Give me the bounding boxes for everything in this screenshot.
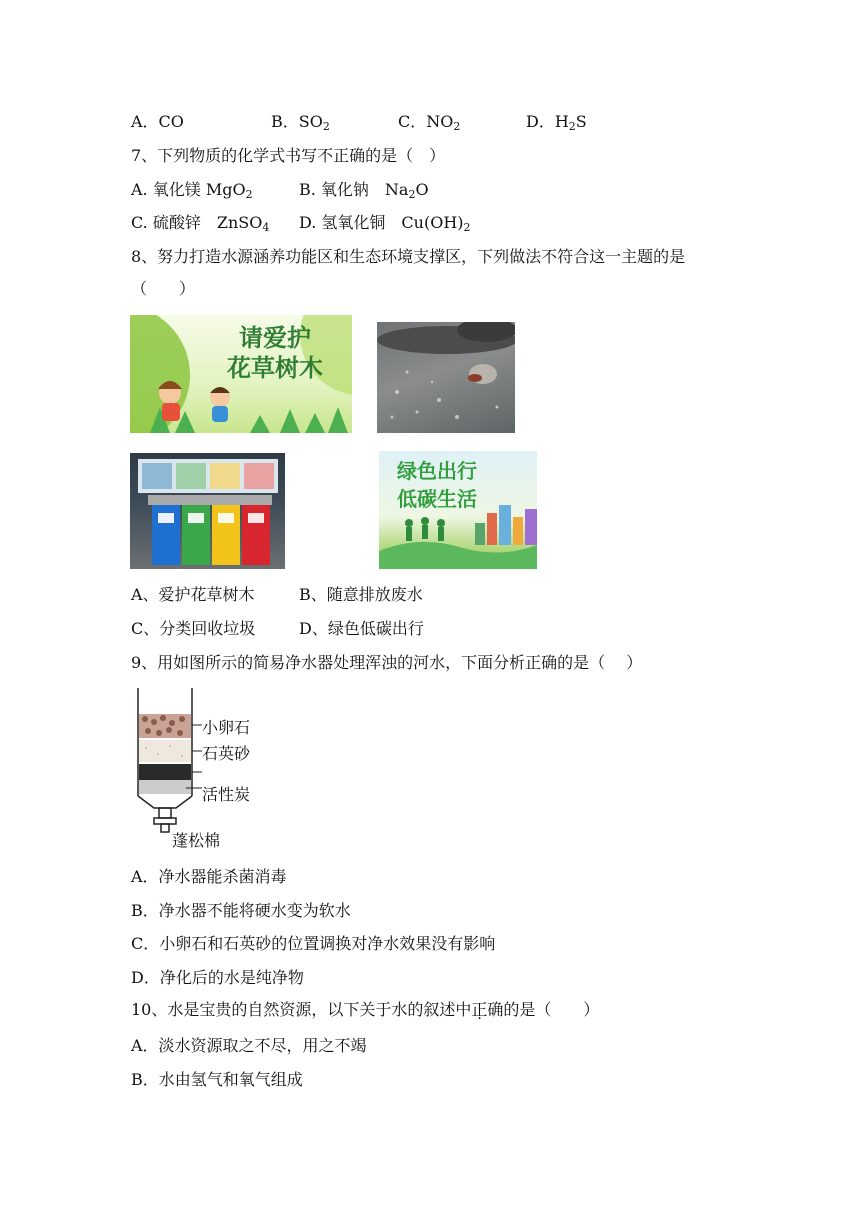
q8-stem-continued: （ ）	[131, 279, 196, 298]
recycling-bins-art	[130, 453, 285, 569]
q9-stem: 9、用如图所示的简易净水器处理浑浊的河水，下面分析正确的是（ ）	[131, 653, 643, 672]
filter-label-carbon: 活性炭	[202, 785, 251, 804]
q10-stem: 10、水是宝贵的自然资源，以下关于水的叙述中正确的是（ ）	[131, 1000, 600, 1019]
q7-stem: 7、下列物质的化学式书写不正确的是（ ）	[131, 146, 446, 165]
q9-option-d: D．净化后的水是纯净物	[131, 968, 304, 987]
q6-options	[131, 111, 587, 133]
q10-option-b: B．水由氢气和氧气组成	[131, 1070, 303, 1089]
filter-label-sand: 石英砂	[202, 744, 251, 763]
q7-option-d: D. 氢氧化铜 $Cu(OH)_2$	[299, 213, 471, 234]
q8-option-d: D、绿色低碳出行	[299, 619, 424, 638]
q8-option-b: B、随意排放废水	[299, 585, 423, 604]
q9-option-c: C．小卵石和石英砂的位置调换对净水效果没有影响	[131, 934, 496, 953]
filter-label-cotton: 蓬松棉	[172, 831, 221, 850]
green-travel-title: 绿色出行 低碳生活	[397, 459, 477, 511]
q7-options-row2	[131, 212, 471, 234]
q8-options-row1	[131, 584, 423, 606]
q9-option-b: B．净水器不能将硬水变为软水	[131, 901, 351, 920]
q9-water-filter-diagram	[130, 688, 260, 852]
q7-option-a: A. 氧化镁 MgO$_2$	[131, 180, 253, 201]
filter-label-pebble: 小卵石	[202, 718, 251, 737]
q8-image-green-travel	[379, 451, 537, 569]
q6-option-b: B．$SO_2$	[271, 112, 330, 133]
q7-options-row1	[131, 179, 429, 201]
q6-option-d: D．$H_2S$	[526, 112, 587, 133]
q10-option-a: A．淡水资源取之不尽，用之不竭	[131, 1036, 367, 1055]
q7-option-c: C. 硫酸锌 ZnSO$_4$	[131, 213, 270, 234]
q6-option-c: C．$NO_2$	[398, 112, 461, 133]
q8-option-a: A、爱护花草树木	[131, 585, 255, 604]
q8-image-recycling-bins	[130, 453, 285, 569]
q6-option-a: A．CO	[131, 112, 184, 131]
polluted-water-art	[377, 322, 515, 433]
q8-options-row2	[131, 618, 424, 640]
q9-option-a: A．净水器能杀菌消毒	[131, 867, 287, 886]
plants-poster-title: 请爱护 花草树木	[227, 324, 323, 382]
q8-image-protect-plants	[130, 315, 352, 433]
q8-image-polluted-water	[377, 322, 515, 433]
q10-emphasis: 正确	[471, 1000, 504, 1019]
q8-stem: 8、努力打造水源涵养功能区和生态环境支撑区，下列做法不符合这一主题的是	[131, 247, 686, 266]
q7-option-b: B. 氧化钠 $Na_2O$	[299, 180, 429, 201]
q8-option-c: C、分类回收垃圾	[131, 619, 256, 638]
